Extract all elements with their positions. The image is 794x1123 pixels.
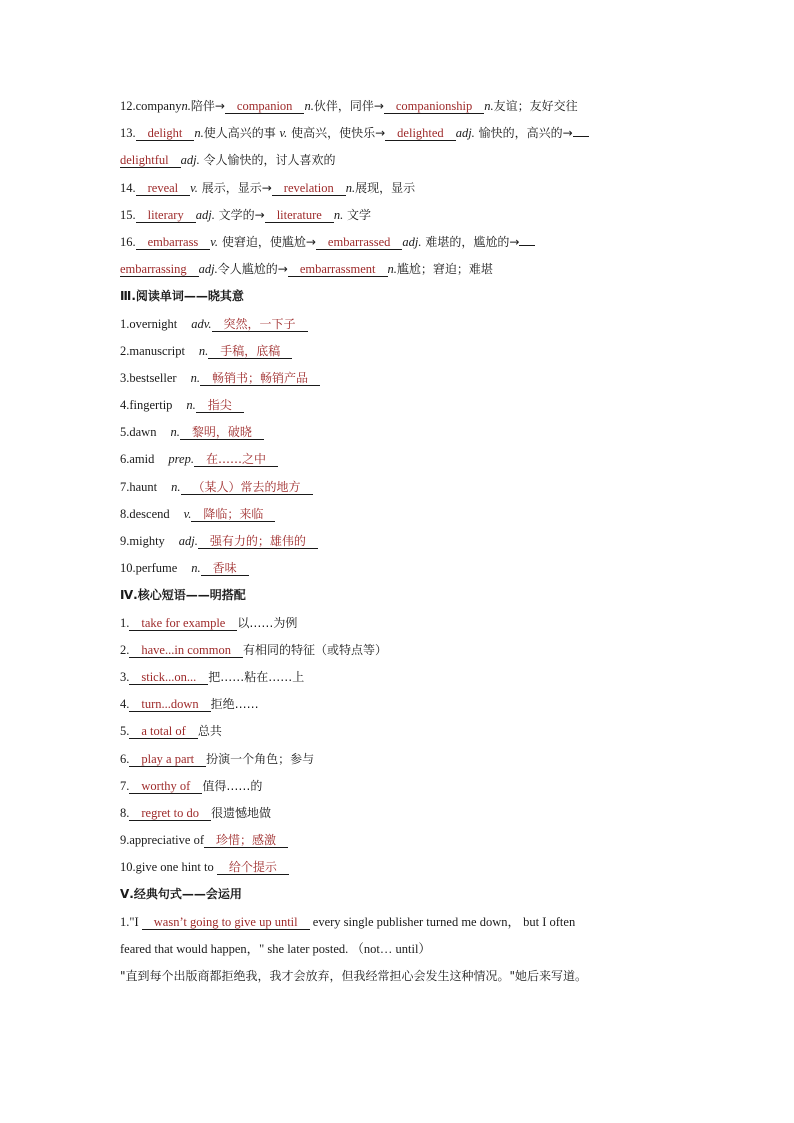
answer-blank: companionship xyxy=(384,99,484,114)
part-of-speech: adj. xyxy=(195,207,215,222)
answer-blank: 指尖 xyxy=(196,398,244,413)
phrase-item xyxy=(120,800,680,827)
part-of-speech: n. xyxy=(171,479,181,494)
item-word: 5.dawn xyxy=(120,425,157,440)
definition: 有相同的特征（或特点等） xyxy=(242,642,387,657)
sentence-start: 1."I xyxy=(120,914,139,929)
answer-blank: companion xyxy=(225,99,305,114)
answer-blank: 珍惜；感激 xyxy=(204,833,288,848)
part-of-speech: adj. xyxy=(180,153,200,168)
worksheet-page xyxy=(120,93,680,990)
answer-blank: embarrassing xyxy=(120,262,199,277)
sentence-1-line-1 xyxy=(120,909,680,936)
reading-word-item xyxy=(120,474,680,501)
item-number: 16. xyxy=(120,234,136,249)
definition: 陪伴→ xyxy=(190,99,225,113)
item-word: 10.give one hint to xyxy=(120,860,214,875)
definition: 扮演一个角色；参与 xyxy=(206,751,315,766)
part-of-speech: n. xyxy=(333,207,344,222)
answer-blank: 降临；来临 xyxy=(191,507,275,522)
reading-word-item xyxy=(120,392,680,419)
answer-blank: 香味 xyxy=(201,561,249,576)
item-word: 6.amid xyxy=(120,452,155,467)
phrases-list xyxy=(120,610,680,828)
vocab-item-16 xyxy=(120,229,680,256)
item-number: 8. xyxy=(120,805,130,820)
part-of-speech: n. xyxy=(186,398,196,413)
phrase-item xyxy=(120,637,680,664)
answer-blank: play a part xyxy=(129,752,206,767)
definition: 愉快的，高兴的→ xyxy=(474,126,573,141)
vocab-item-12 xyxy=(120,93,680,120)
definition: 使高兴，使快乐→ xyxy=(287,126,386,141)
item-word: 12.company xyxy=(120,99,182,113)
item-number: 4. xyxy=(120,697,130,712)
definition: 令人尴尬的→ xyxy=(217,262,288,277)
reading-words-list xyxy=(120,311,680,583)
item-word: 8.descend xyxy=(120,506,170,521)
answer-blank: take for example xyxy=(129,616,237,631)
phrase-item xyxy=(120,746,680,773)
answer-blank: 给个提示 xyxy=(217,860,289,875)
reading-word-item xyxy=(120,528,680,555)
part-of-speech: adj. xyxy=(198,262,218,277)
answer-blank: stick...on... xyxy=(129,670,208,685)
item-number: 15. xyxy=(120,207,136,222)
answer-blank: literary xyxy=(136,208,196,223)
part-of-speech: n. xyxy=(198,343,209,358)
definition: 文学的→ xyxy=(214,207,265,222)
definition: 把……粘在……上 xyxy=(208,669,305,684)
blank-underline xyxy=(573,136,589,137)
reading-word-item xyxy=(120,419,680,446)
item-word: 9.mighty xyxy=(120,534,165,548)
answer-blank: delighted xyxy=(385,126,456,141)
item-number: 5. xyxy=(120,724,130,739)
reading-word-item xyxy=(120,338,680,365)
item-number: 14. xyxy=(120,180,136,195)
item-number: 7. xyxy=(120,778,130,793)
part-of-speech: n. xyxy=(345,180,356,195)
reading-word-item xyxy=(120,446,680,473)
item-number: 13. xyxy=(120,126,136,141)
answer-blank: worthy of xyxy=(129,779,202,794)
phrase-item-10 xyxy=(120,854,680,881)
answer-blank: delight xyxy=(136,126,195,141)
item-number: 1. xyxy=(120,615,130,630)
definition: 很遗憾地做 xyxy=(211,805,272,820)
item-word: 10.perfume xyxy=(120,561,178,576)
part-of-speech: n. xyxy=(190,370,200,385)
part-of-speech: adj. xyxy=(455,126,475,141)
definition: 友谊；友好交往 xyxy=(493,99,578,113)
section-4-heading: Ⅳ.核心短语——明搭配 xyxy=(120,588,246,603)
answer-blank: embarrassed xyxy=(316,235,402,250)
definition: 尴尬；窘迫；难堪 xyxy=(396,262,493,277)
definition: 使窘迫，使尴尬→ xyxy=(218,234,316,249)
phrase-item-9 xyxy=(120,827,680,854)
item-word: 1.overnight xyxy=(120,316,178,331)
section-5-heading: Ⅴ.经典句式——会运用 xyxy=(120,887,242,902)
definition: 令人愉快的，讨人喜欢的 xyxy=(199,153,336,168)
part-of-speech: n. xyxy=(304,99,314,113)
answer-blank: have...in common xyxy=(129,643,243,658)
part-of-speech: adv. xyxy=(191,316,212,331)
item-word: 9.appreciative of xyxy=(120,833,204,848)
item-word: 7.haunt xyxy=(120,479,158,494)
answer-blank: turn...down xyxy=(129,697,210,712)
answer-blank: delightful xyxy=(120,153,181,168)
reading-word-item xyxy=(120,501,680,528)
part-of-speech: n. xyxy=(194,126,204,141)
definition: 文学 xyxy=(343,207,372,222)
phrase-item xyxy=(120,691,680,718)
answer-blank: wasn’t going to give up until xyxy=(142,915,310,930)
part-of-speech: v. xyxy=(190,180,198,195)
phrase-item xyxy=(120,610,680,637)
answer-blank: regret to do xyxy=(129,806,211,821)
part-of-speech: v. xyxy=(210,234,219,249)
answer-blank: revelation xyxy=(272,181,346,196)
vocab-item-14 xyxy=(120,175,680,202)
blank-underline xyxy=(519,245,535,246)
part-of-speech: n. xyxy=(170,425,180,440)
part-of-speech: n. xyxy=(191,561,201,576)
sentence-text: every single publisher turned me down， but I often xyxy=(312,914,576,929)
part-of-speech: n. xyxy=(181,99,191,113)
answer-blank: （某人）常去的地方 xyxy=(181,480,313,495)
vocab-item-16-cont xyxy=(120,256,680,283)
definition: 展示，显示→ xyxy=(197,180,272,195)
phrase-item xyxy=(120,664,680,691)
answer-blank: reveal xyxy=(136,181,191,196)
answer-blank: 突然，一下子 xyxy=(212,317,308,332)
definition: 使人高兴的事 xyxy=(203,126,280,141)
part-of-speech: prep. xyxy=(168,452,194,467)
part-of-speech: adj. xyxy=(178,534,198,548)
part-of-speech: v. xyxy=(183,506,192,521)
part-of-speech: n. xyxy=(387,262,397,277)
vocab-item-13-cont xyxy=(120,147,680,174)
answer-blank: 畅销书；畅销产品 xyxy=(200,371,320,386)
item-word: 3.bestseller xyxy=(120,370,177,385)
section-3-heading: Ⅲ.阅读单词——晓其意 xyxy=(120,289,244,304)
part-of-speech: adj. xyxy=(402,234,422,249)
item-number: 6. xyxy=(120,751,130,766)
part-of-speech: v. xyxy=(279,126,288,141)
answer-blank: 手稿，底稿 xyxy=(208,344,292,359)
sentence-1-line-2: feared that would happen，" she later posted. （not… until） xyxy=(120,941,431,956)
definition: 值得……的 xyxy=(202,778,263,793)
part-of-speech: n. xyxy=(484,99,494,113)
phrase-item xyxy=(120,718,680,745)
phrase-item xyxy=(120,773,680,800)
definition: 伙伴，同伴→ xyxy=(313,99,384,113)
definition: 展现，显示 xyxy=(355,180,416,195)
answer-blank: 黎明，破晓 xyxy=(180,425,264,440)
definition: 拒绝…… xyxy=(210,697,259,712)
answer-blank: embarrass xyxy=(136,235,211,250)
answer-blank: a total of xyxy=(129,724,197,739)
reading-word-item xyxy=(120,311,680,338)
answer-blank: 强有力的；雄伟的 xyxy=(198,534,318,549)
definition: 以……为例 xyxy=(237,615,298,630)
definition: 总共 xyxy=(197,724,222,739)
definition: 难堪的，尴尬的→ xyxy=(421,234,520,249)
answer-blank: literature xyxy=(265,208,334,223)
item-number: 3. xyxy=(120,669,130,684)
sentence-1-translation: "直到每个出版商都拒绝我，我才会放弃，但我经常担心会发生这种情况。"她后来写道。 xyxy=(120,969,588,983)
answer-blank: 在……之中 xyxy=(194,452,278,467)
reading-word-item xyxy=(120,365,680,392)
item-word: 2.manuscript xyxy=(120,343,185,358)
reading-word-item xyxy=(120,555,680,582)
vocab-item-13 xyxy=(120,120,680,147)
item-number: 2. xyxy=(120,642,130,657)
answer-blank: embarrassment xyxy=(288,262,388,277)
item-word: 4.fingertip xyxy=(120,398,173,413)
vocab-item-15 xyxy=(120,202,680,229)
